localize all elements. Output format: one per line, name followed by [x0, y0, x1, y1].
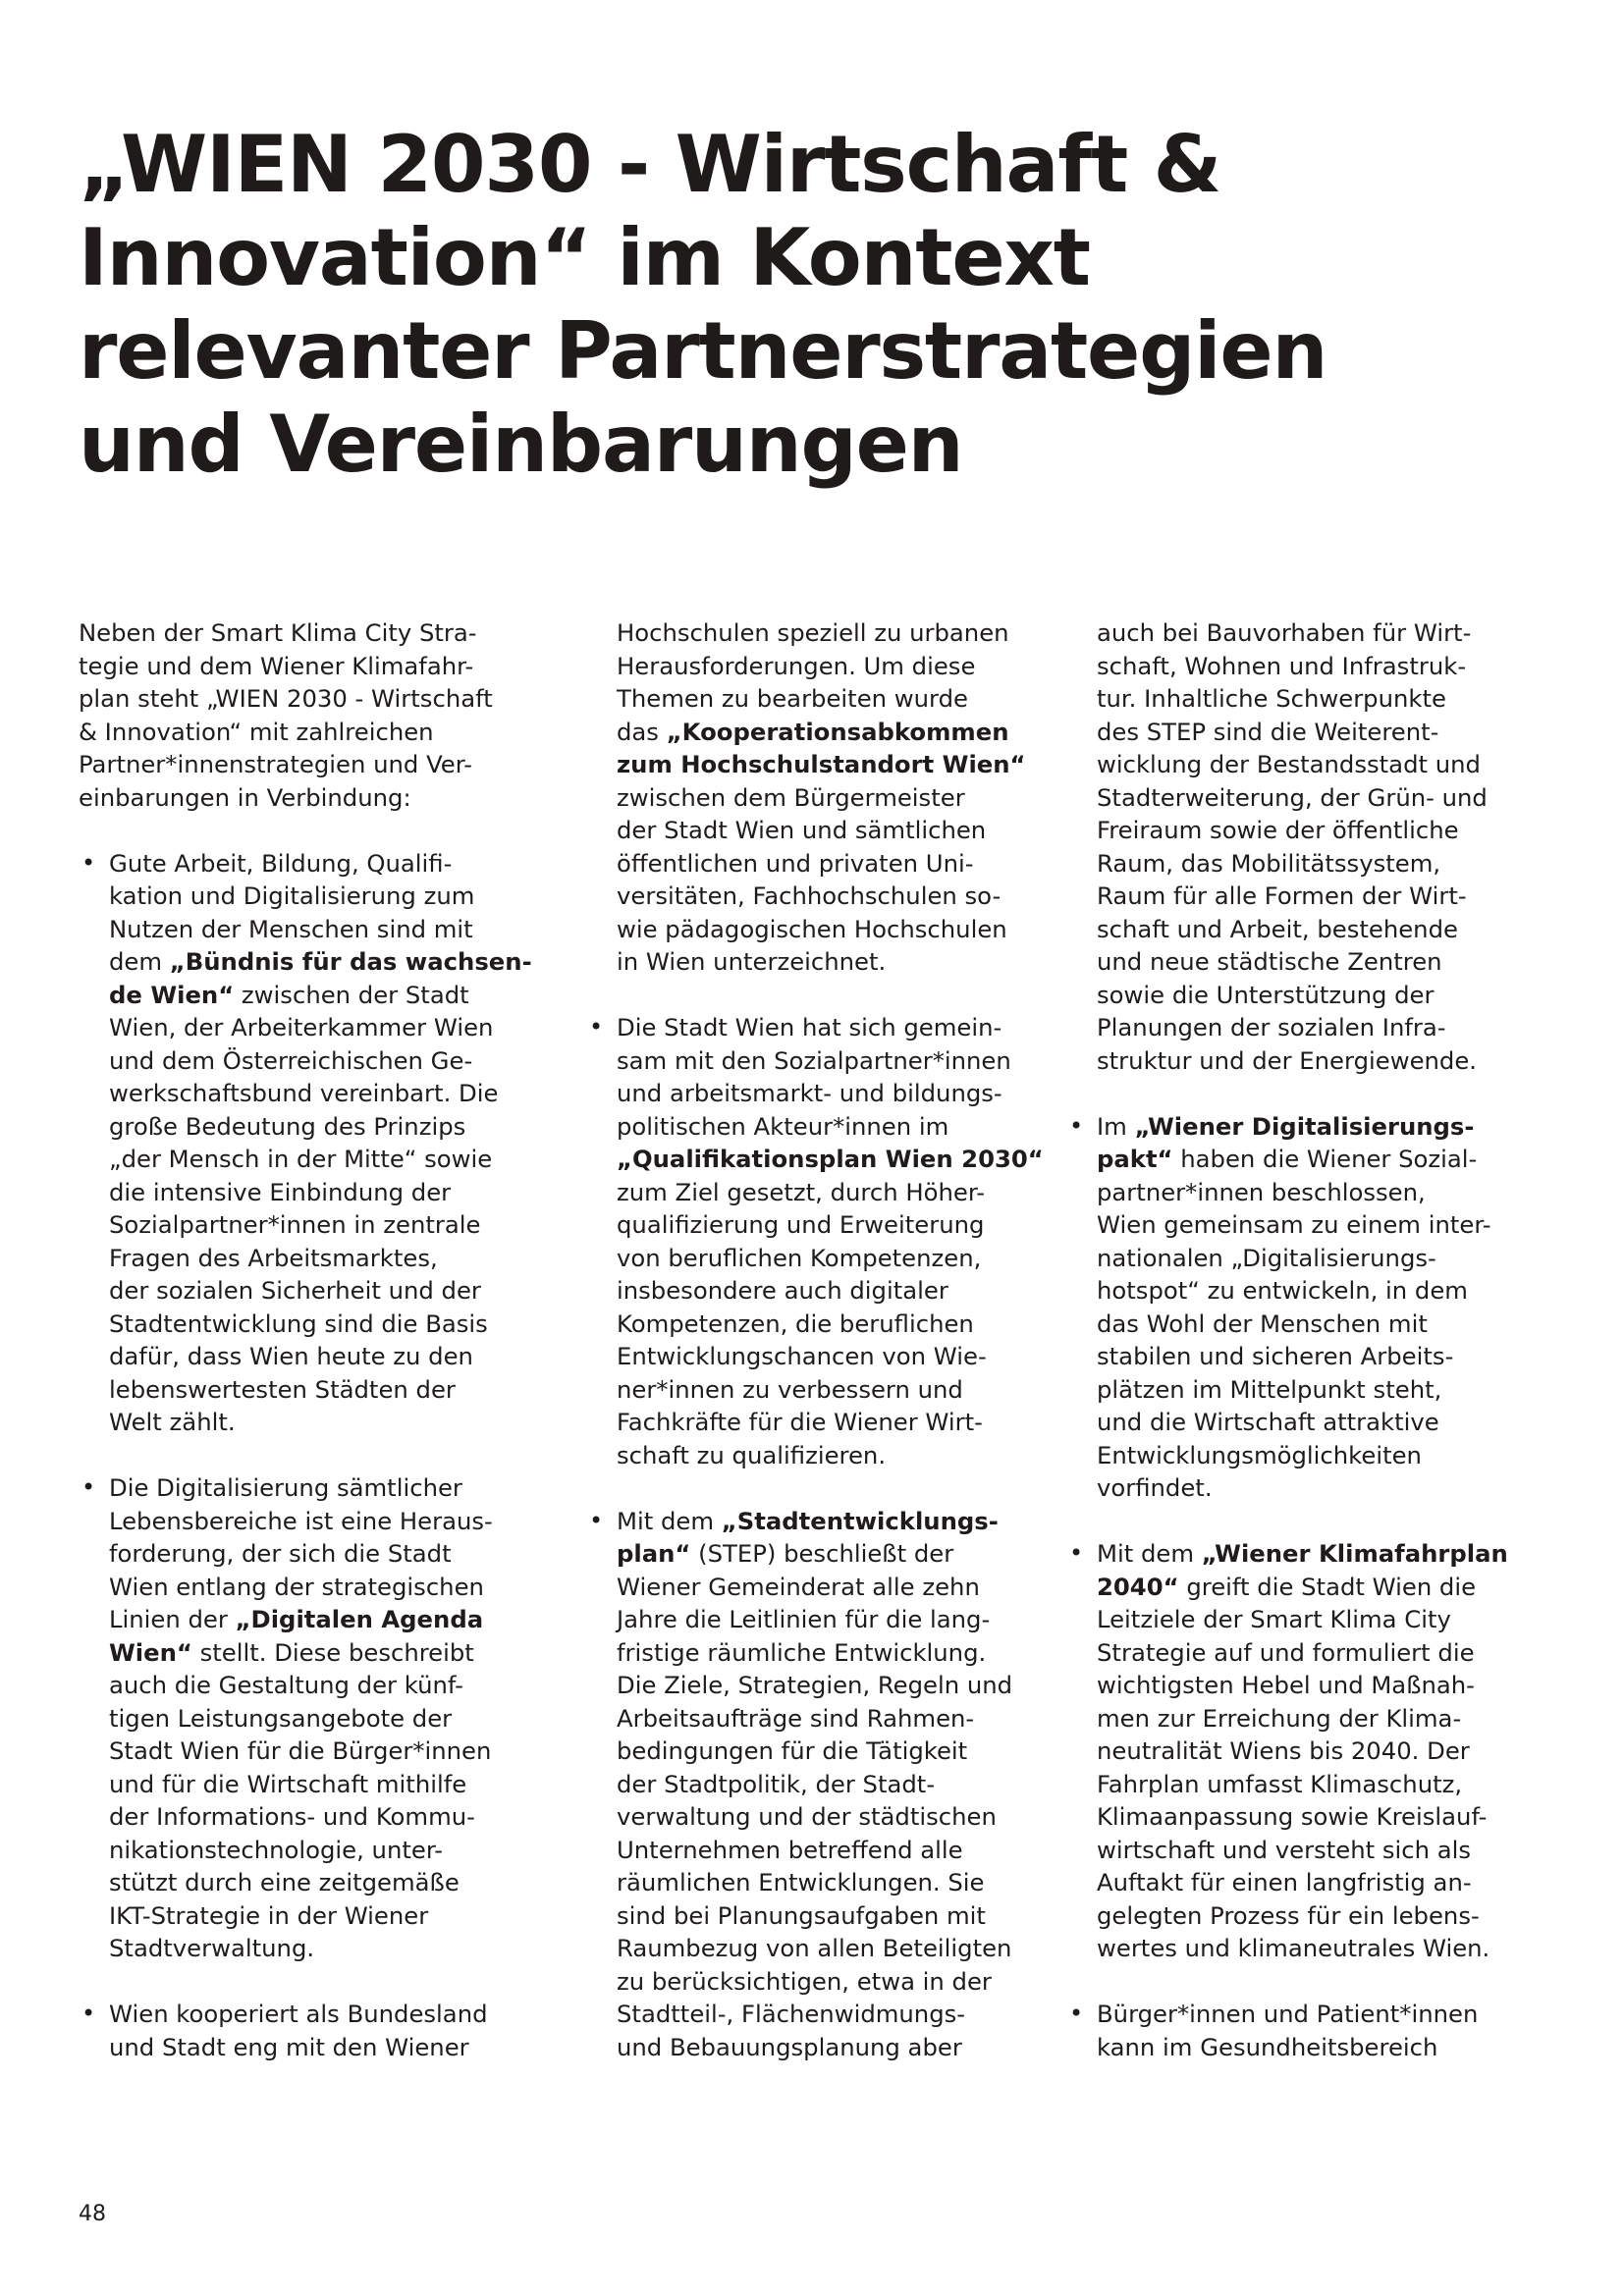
bullet-icon: •	[589, 1506, 604, 1534]
text-line: und Bebauungsplanung aber	[617, 2032, 962, 2061]
text-line: Wien kooperiert als Bundesland	[109, 2000, 488, 2028]
highlight-strategy-name: de Wien“	[109, 980, 235, 1009]
text-column-3	[1066, 616, 1508, 2063]
list-item-hochschulen-continued	[586, 616, 1026, 979]
text-line: Raum für alle Formen der Wirt-	[1097, 881, 1467, 910]
text-line: dafür, dass Wien heute zu den	[109, 1342, 473, 1370]
text-line: Raumbezug von allen Beteiligten	[617, 1934, 1012, 1962]
text-line: Klimaanpassung sowie Kreislauf-	[1097, 1802, 1488, 1831]
bullet-icon: •	[1069, 1111, 1084, 1140]
list-item-qualifikationsplan	[586, 1011, 1044, 1471]
text-line: Entwicklungsmöglichkeiten	[1097, 1440, 1422, 1469]
list-item-gesundheit	[1066, 1998, 1498, 2063]
text-line: kann im Gesundheitsbereich	[1097, 2032, 1438, 2061]
text-run: das	[617, 717, 667, 746]
text-line: und dem Österreichischen Ge-	[109, 1045, 473, 1075]
text-line: sowie die Unterstützung der	[1097, 980, 1435, 1009]
bullet-icon: •	[81, 1473, 96, 1501]
title-line: und Vereinbarungen	[79, 399, 963, 490]
text-run: Linien der	[109, 1605, 236, 1633]
text-line: der Informations- und Kommu-	[109, 1802, 475, 1831]
text-line: Wiener Gemeinderat alle zehn	[617, 1572, 980, 1601]
text-run: Mit dem	[1097, 1539, 1202, 1568]
text-line: Die Digitalisierung sämtlicher	[109, 1473, 462, 1502]
text-line	[617, 1537, 1018, 1571]
text-line: Unternehmen betreffend alle	[617, 1835, 963, 1864]
text-line: insbesondere auch digitaler	[617, 1276, 948, 1305]
text-run: (STEP) beschließt der	[690, 1539, 954, 1568]
text-line: schaft zu qualifizieren.	[617, 1440, 887, 1469]
text-line: schaft, Wohnen und Infrastruk-	[1097, 651, 1467, 680]
highlight-strategy-name: „Stadtentwicklungs-	[721, 1506, 999, 1535]
text-line: Die Ziele, Strategien, Regeln und	[617, 1671, 1013, 1699]
text-line: stützt durch eine zeitgemäße	[109, 1868, 460, 1896]
text-line: zum Ziel gesetzt, durch Höher-	[617, 1177, 986, 1206]
text-line: wie pädagogischen Hochschulen	[617, 914, 1007, 943]
text-line: hotspot“ zu entwickeln, in dem	[1097, 1276, 1468, 1305]
list-item-hochschulen	[79, 1998, 511, 2063]
page-number: 48	[79, 2202, 106, 2226]
text-line: stabilen und sicheren Arbeits-	[1097, 1342, 1454, 1370]
text-line: Freiraum sowie der öffentliche	[1097, 816, 1459, 844]
text-line: kation und Digitalisierung zum	[109, 881, 475, 910]
text-line: tegie und dem Wiener Klimafahr-	[79, 651, 474, 680]
text-line	[617, 748, 1026, 781]
text-line: von beruflichen Kompetenzen,	[617, 1243, 982, 1272]
text-column-2	[586, 616, 1044, 2063]
text-line: verwaltung und der städtischen	[617, 1802, 997, 1831]
text-line: das Wohl der Menschen mit	[1097, 1308, 1428, 1338]
text-line: und die Wirtschaft attraktive	[1097, 1408, 1439, 1436]
text-line: Fahrplan umfasst Klimaschutz,	[1097, 1769, 1463, 1798]
bullet-icon: •	[81, 2000, 96, 2027]
highlight-strategy-name: pakt“	[1097, 1145, 1173, 1173]
text-line: plätzen im Mittelpunkt steht,	[1097, 1374, 1442, 1404]
text-line: große Bedeutung des Prinzips	[109, 1111, 466, 1141]
text-run: zwischen der Stadt	[234, 980, 469, 1009]
text-line: Stadtverwaltung.	[109, 1934, 315, 1962]
text-line: Fragen des Arbeitsmarktes,	[109, 1243, 438, 1272]
text-line: Raum, das Mobilitätssystem,	[1097, 848, 1441, 878]
text-line: der Stadt Wien und sämtlichen	[617, 816, 987, 844]
text-line: Sozialpartner*innen in zentrale	[109, 1210, 481, 1239]
text-line: Nutzen der Menschen sind mit	[109, 914, 473, 943]
text-line: und arbeitsmarkt- und bildungs-	[617, 1079, 1002, 1107]
list-item-stadtentwicklungsplan	[586, 1505, 1018, 2064]
text-line: fristige räumliche Entwicklung.	[617, 1637, 987, 1667]
highlight-strategy-name: Wien“	[109, 1637, 192, 1667]
text-line: Stadt Wien für die Bürger*innen	[109, 1736, 492, 1765]
text-line: und neue städtische Zentren	[1097, 947, 1442, 976]
text-line: Jahre die Leitlinien für die lang-	[617, 1605, 991, 1633]
text-line: tur. Inhaltliche Schwerpunkte	[1097, 684, 1446, 713]
text-line: versitäten, Fachhochschulen so-	[617, 881, 1001, 910]
text-line: einbarungen in Verbindung:	[79, 782, 411, 812]
text-line	[109, 1603, 511, 1636]
text-line	[109, 945, 532, 979]
text-line: Arbeitsaufträge sind Rahmen-	[617, 1703, 975, 1733]
title-line: relevanter Partnerstrategien	[79, 305, 1327, 397]
text-line: Gute Arbeit, Bildung, Qualifi-	[109, 848, 453, 878]
text-line	[617, 1143, 1044, 1176]
text-line: gelegten Prozess für ein lebens-	[1097, 1900, 1480, 1930]
text-line: Strategie auf und formuliert die	[1097, 1637, 1475, 1667]
text-line: und Stadt eng mit den Wiener	[109, 2032, 469, 2061]
text-line: der Stadtpolitik, der Stadt-	[617, 1769, 936, 1798]
text-line: Neben der Smart Klima City Stra-	[79, 618, 477, 647]
highlight-strategy-name: „Kooperationsabkommen	[666, 717, 1009, 746]
text-line: zwischen dem Bürgermeister	[617, 782, 965, 812]
text-line: Lebensbereiche ist eine Heraus-	[109, 1506, 493, 1535]
text-line: Stadterweiterung, der Grün- und	[1097, 782, 1488, 812]
highlight-strategy-name: plan“	[617, 1539, 691, 1568]
text-line: wicklung der Bestandsstadt und	[1097, 750, 1481, 778]
text-line	[1097, 1537, 1508, 1571]
text-line: Auftakt für einen langfristig an-	[1097, 1868, 1472, 1896]
text-line: Entwicklungschancen von Wie-	[617, 1342, 987, 1370]
text-line: men zur Erreichung der Klima-	[1097, 1703, 1462, 1733]
text-run: dem	[109, 947, 170, 976]
text-run: Im	[1097, 1111, 1135, 1141]
text-run: haben die Wiener Sozial-	[1172, 1145, 1478, 1173]
text-line: nationalen „Digitalisierungs-	[1097, 1243, 1436, 1272]
title-line: Innovation“ im Kontext	[79, 212, 1090, 303]
list-item-digitalisierungspakt	[1066, 1110, 1498, 1505]
text-line: Welt zählt.	[109, 1408, 236, 1436]
text-line: Stadtteil-, Flächenwidmungs-	[617, 2000, 966, 2028]
text-line: neutralität Wiens bis 2040. Der	[1097, 1736, 1470, 1765]
text-line: plan steht „WIEN 2030 - Wirtschaft	[79, 684, 493, 713]
text-line: wirtschaft und versteht sich als	[1097, 1835, 1472, 1864]
text-line: & Innovation“ mit zahlreichen	[79, 717, 434, 746]
page-title	[79, 118, 1551, 491]
text-line: politischen Akteur*innen im	[617, 1111, 949, 1141]
text-line: partner*innen beschlossen,	[1097, 1177, 1426, 1206]
highlight-strategy-name: „Wiener Digitalisierungs-	[1134, 1111, 1475, 1141]
text-line: Hochschulen speziell zu urbanen	[617, 618, 1009, 647]
text-line: Wien, der Arbeiterkammer Wien	[109, 1013, 494, 1041]
text-line: schaft und Arbeit, bestehende	[1097, 914, 1458, 943]
text-run: Mit dem	[617, 1506, 722, 1535]
text-line: Bürger*innen und Patient*innen	[1097, 2000, 1479, 2028]
text-line	[617, 716, 1018, 749]
text-run: greift die Stadt Wien die	[1178, 1572, 1477, 1601]
list-item-klimafahrplan	[1066, 1537, 1508, 1965]
text-line: qualifizierung und Erweiterung	[617, 1210, 985, 1239]
highlight-strategy-name: „Qualifikationsplan Wien 2030“	[617, 1145, 1044, 1173]
text-line: Partner*innenstrategien und Ver-	[79, 750, 472, 778]
bullet-icon: •	[589, 1013, 604, 1041]
text-line	[1097, 1571, 1498, 1604]
highlight-strategy-name: „Wiener Klimafahrplan	[1201, 1539, 1508, 1568]
bullet-icon: •	[81, 848, 96, 877]
text-line	[109, 1636, 511, 1670]
text-line: Kompetenzen, die beruflichen	[617, 1308, 974, 1338]
text-line: „der Mensch in der Mitte“ sowie	[109, 1145, 493, 1173]
text-line: Die Stadt Wien hat sich gemein-	[617, 1013, 1002, 1041]
text-line: öffentlichen und privaten Uni-	[617, 848, 974, 878]
text-line: Stadtentwicklung sind die Basis	[109, 1308, 488, 1338]
text-line: Leitziele der Smart Klima City	[1097, 1605, 1451, 1633]
text-line: zu berücksichtigen, etwa in der	[617, 1966, 992, 1996]
bullet-icon: •	[1069, 1539, 1084, 1567]
text-line: Wien gemeinsam zu einem inter-	[1097, 1210, 1491, 1239]
text-line	[1097, 1143, 1498, 1176]
text-line: auch die Gestaltung der künf-	[109, 1671, 463, 1699]
highlight-strategy-name: „Digitalen Agenda	[235, 1605, 484, 1633]
list-item-digitale-agenda	[79, 1471, 511, 1965]
intro-paragraph	[79, 616, 511, 814]
text-line	[617, 1505, 1018, 1538]
text-line: struktur und der Energiewende.	[1097, 1045, 1478, 1075]
text-line: lebenswertesten Städten der	[109, 1374, 456, 1404]
text-line: Wien entlang der strategischen	[109, 1572, 484, 1601]
highlight-strategy-name: zum Hochschulstandort Wien“	[617, 750, 1026, 778]
text-line: forderung, der sich die Stadt	[109, 1539, 452, 1568]
text-line: werkschaftsbund vereinbart. Die	[109, 1079, 499, 1107]
text-line	[1097, 1110, 1498, 1144]
text-line: Fachkräfte für die Wiener Wirt-	[617, 1408, 983, 1436]
text-line: vorfindet.	[1097, 1473, 1213, 1502]
highlight-strategy-name: 2040“	[1097, 1572, 1179, 1601]
text-line: bedingungen für die Tätigkeit	[617, 1736, 968, 1765]
text-line: tigen Leistungsangebote der	[109, 1703, 453, 1733]
text-line: nikationstechnologie, unter-	[109, 1835, 444, 1864]
text-line: und für die Wirtschaft mithilfe	[109, 1769, 467, 1798]
bullet-icon: •	[1069, 2000, 1084, 2027]
text-line: sind bei Planungsaufgaben mit	[617, 1900, 986, 1930]
text-line: die intensive Einbindung der	[109, 1177, 452, 1206]
text-line: IKT-Strategie in der Wiener	[109, 1900, 429, 1930]
list-item-buendnis	[79, 847, 532, 1439]
text-line: ner*innen zu verbessern und	[617, 1374, 963, 1404]
text-line: sam mit den Sozialpartner*innen	[617, 1045, 1011, 1075]
highlight-strategy-name: „Bündnis für das wachsen-	[169, 947, 532, 976]
text-line: Planungen der sozialen Infra-	[1097, 1013, 1446, 1041]
text-line: Herausforderungen. Um diese	[617, 651, 976, 680]
title-line: „WIEN 2030 - Wirtschaft &	[79, 119, 1221, 210]
text-line: wertes und klimaneutrales Wien.	[1097, 1934, 1490, 1962]
text-line: Themen zu bearbeiten wurde	[617, 684, 968, 713]
text-run: stellt. Diese beschreibt	[191, 1637, 474, 1667]
text-line: der sozialen Sicherheit und der	[109, 1276, 481, 1305]
text-line: wichtigsten Hebel und Maßnah-	[1097, 1671, 1475, 1699]
text-line: auch bei Bauvorhaben für Wirt-	[1097, 618, 1472, 647]
text-line	[109, 979, 511, 1012]
text-column-1	[79, 616, 532, 2063]
text-line: des STEP sind die Weiterent-	[1097, 717, 1439, 746]
text-line: in Wien unterzeichnet.	[617, 947, 887, 976]
text-line: räumlichen Entwicklungen. Sie	[617, 1868, 985, 1896]
list-item-stadtentwicklungsplan-continued	[1066, 616, 1498, 1077]
